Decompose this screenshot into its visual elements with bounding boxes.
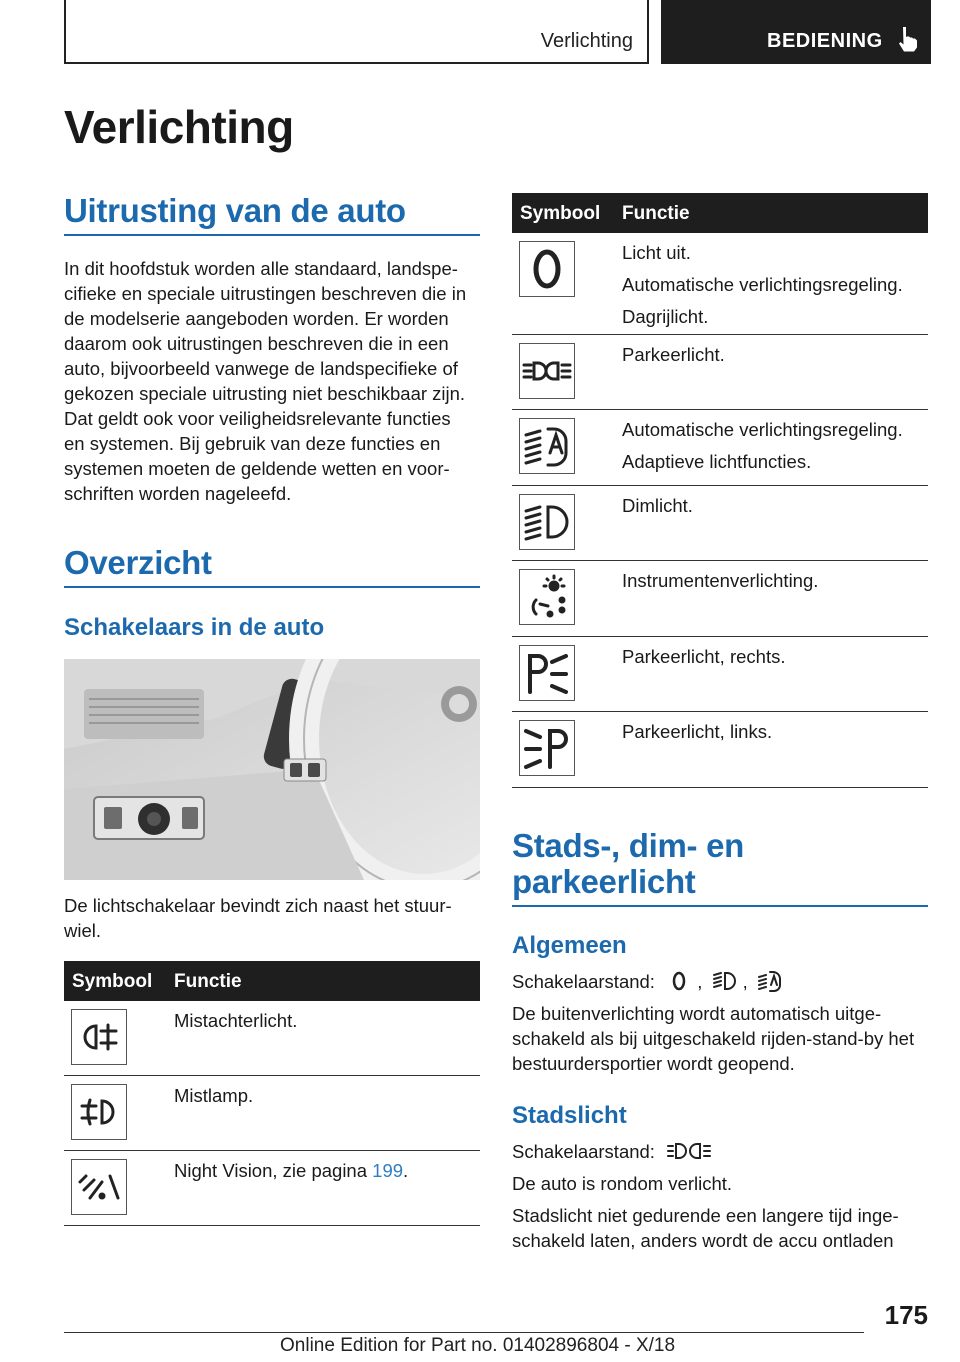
paragraph-line: Stadslicht niet gedurende een langere tijd inge- — [512, 1205, 899, 1226]
parking-light-right-icon — [519, 645, 575, 701]
night-vision-icon — [71, 1159, 127, 1215]
heading-uitrusting: Uitrusting van de auto — [64, 192, 406, 229]
heading-stads — [512, 828, 744, 900]
function-line: Adaptieve lichtfuncties. — [622, 451, 812, 472]
function-text: Instrumentenverlichting. — [622, 570, 819, 591]
page-title: Verlichting — [64, 101, 294, 153]
col-function: Functie — [174, 971, 242, 992]
caption-line: wiel. — [64, 920, 102, 941]
paragraph-line: schakeld als bij uitgeschakeld rijden-stand-by het — [512, 1028, 915, 1049]
paragraph-line: systemen moeten de geldende wetten en voor- — [64, 458, 450, 479]
function-text-part: . — [403, 1160, 409, 1181]
parking-light-left-icon — [519, 720, 575, 776]
algemeen-paragraph — [512, 1001, 932, 1076]
zero-position-icon — [666, 969, 692, 993]
pointing-hand-icon — [897, 26, 919, 52]
table-row — [512, 410, 928, 486]
header-chapter-box — [661, 0, 931, 64]
page-link[interactable]: 199 — [372, 1160, 404, 1181]
heading-overzicht: Overzicht — [64, 544, 212, 581]
symbol-table-left — [64, 961, 480, 1226]
paragraph-line: en systemen. Bij gebruik van deze functies en — [64, 433, 441, 454]
function-text: Mistlamp. — [174, 1085, 254, 1106]
function-text — [622, 237, 903, 333]
zero-position-icon — [519, 241, 575, 297]
stadslicht-switch-line — [512, 1139, 932, 1164]
stadslicht-line1: De auto is rondom verlicht. — [512, 1173, 733, 1194]
function-text: Mistachterlicht. — [174, 1010, 298, 1031]
heading-stadslicht: Stadslicht — [512, 1102, 627, 1129]
paragraph-line: schakeld laten, anders wordt de accu ontladen — [512, 1230, 894, 1251]
paragraph-line: cifieke en speciale uitrustingen beschreven die in — [64, 283, 467, 304]
uitrusting-paragraph — [64, 256, 484, 506]
function-text — [622, 414, 903, 478]
heading-rule — [64, 234, 480, 236]
footer-edition: Online Edition for Part no. 01402896804 - X/18 — [280, 1335, 676, 1356]
algemeen-switch-line — [512, 969, 932, 994]
heading-schakelaars: Schakelaars in de auto — [64, 614, 325, 641]
photo-caption — [64, 893, 484, 943]
table-row — [512, 637, 928, 712]
separator: , — [742, 971, 748, 992]
table-row — [64, 1001, 480, 1076]
low-beam-icon — [519, 494, 575, 550]
paragraph-line: auto, bijvoorbeeld vanwege de landspecifieke of — [64, 358, 458, 379]
table-row — [512, 486, 928, 561]
table-row — [512, 561, 928, 637]
function-text — [174, 1155, 408, 1187]
function-text: Parkeerlicht, rechts. — [622, 646, 786, 667]
function-text: Dimlicht. — [622, 495, 693, 516]
function-line: Licht uit. — [622, 242, 691, 263]
table-row — [512, 712, 928, 788]
table-row — [64, 1151, 480, 1226]
function-text-part: Night Vision, zie pagina — [174, 1160, 373, 1181]
paragraph-line: de modelserie aangeboden worden. Er worden — [64, 308, 449, 329]
auto-light-icon — [757, 969, 783, 993]
instrument-lighting-icon — [519, 569, 575, 625]
heading-line: Stads-, dim- en — [512, 827, 745, 864]
header-chapter-title: BEDIENING — [767, 30, 883, 52]
switch-label: Schakelaarstand: — [512, 971, 655, 992]
car-interior-light-switch-photo — [64, 659, 480, 880]
col-symbol: Symbool — [520, 203, 601, 224]
page-number: 175 — [884, 1300, 928, 1330]
header-section-box — [64, 0, 649, 64]
col-symbol: Symbool — [72, 971, 153, 992]
paragraph-line: daarom ook uitrustingen beschreven die in een — [64, 333, 449, 354]
table-row — [512, 335, 928, 410]
paragraph-line: schriften worden nageleefd. — [64, 483, 292, 504]
footer-rule — [64, 1332, 864, 1333]
separator: , — [697, 971, 703, 992]
stadslicht-paragraph — [512, 1203, 932, 1253]
parking-lights-icon — [666, 1139, 714, 1163]
caption-line: De lichtschakelaar bevindt zich naast het stuur- — [64, 895, 452, 916]
heading-line: parkeerlicht — [512, 863, 696, 900]
paragraph-line: bestuurdersportier wordt geopend. — [512, 1053, 795, 1074]
front-fog-light-icon — [71, 1084, 127, 1140]
header-section-title: Verlichting — [540, 30, 633, 52]
function-line: Dagrijlicht. — [622, 306, 709, 327]
rear-fog-light-icon — [71, 1009, 127, 1065]
symbol-table-right — [512, 193, 928, 788]
switch-label: Schakelaarstand: — [512, 1141, 655, 1162]
table-row — [512, 233, 928, 335]
heading-rule — [64, 586, 480, 588]
function-text: Parkeerlicht, links. — [622, 721, 773, 742]
paragraph-line: De buitenverlichting wordt automatisch uitge- — [512, 1003, 882, 1024]
table-header — [512, 193, 928, 233]
function-line: Automatische verlichtingsregeling. — [622, 419, 903, 440]
function-text: Parkeerlicht. — [622, 344, 725, 365]
auto-light-icon — [519, 418, 575, 474]
heading-rule — [512, 905, 928, 907]
parking-lights-icon — [519, 343, 575, 399]
paragraph-line: In dit hoofdstuk worden alle standaard, landspe- — [64, 258, 458, 279]
low-beam-icon — [712, 969, 738, 993]
function-line: Automatische verlichtingsregeling. — [622, 274, 903, 295]
table-row — [64, 1076, 480, 1151]
paragraph-line: gekozen speciale uitrusting niet beschikbaar zijn. — [64, 383, 466, 404]
table-header — [64, 961, 480, 1001]
paragraph-line: Dat geldt ook voor veiligheidsrelevante functies — [64, 408, 451, 429]
heading-algemeen: Algemeen — [512, 932, 627, 959]
col-function: Functie — [622, 203, 690, 224]
